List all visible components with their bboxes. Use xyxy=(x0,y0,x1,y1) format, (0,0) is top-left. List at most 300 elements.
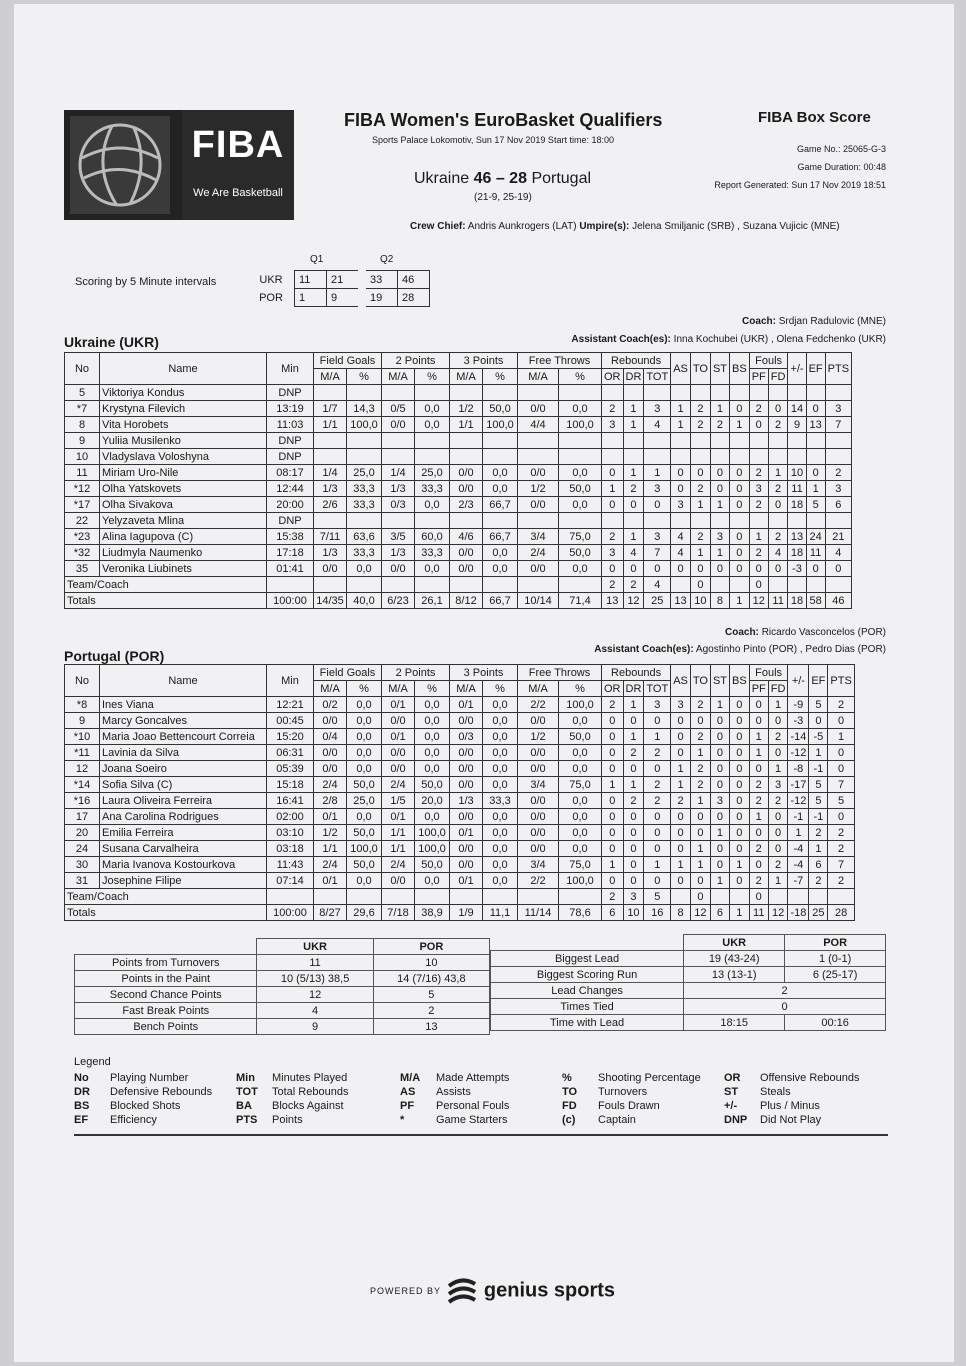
stat-cell: 3 xyxy=(644,401,671,417)
stat-cell: 0 xyxy=(602,713,624,729)
stat-cell: 0 xyxy=(768,497,788,513)
stat-cell xyxy=(314,433,347,449)
stat-cell: 2 xyxy=(602,529,624,545)
stat-cell: 0 xyxy=(710,761,729,777)
stat-cell: 1/1 xyxy=(382,841,415,857)
stat-cell: 0 xyxy=(602,761,624,777)
stat-cell: 0/1 xyxy=(450,873,483,889)
stat-cell: 0 xyxy=(828,809,854,825)
stat-cell xyxy=(415,449,450,465)
stats-value: 12 xyxy=(257,987,373,1003)
stat-cell: 1/3 xyxy=(382,481,415,497)
stat-cell: 0,0 xyxy=(483,761,518,777)
stat-cell xyxy=(602,433,624,449)
stat-cell: 1 xyxy=(671,761,691,777)
stat-cell xyxy=(644,449,671,465)
col-no: No xyxy=(65,665,100,697)
team-stats-right xyxy=(490,934,886,1031)
home-team: Ukraine xyxy=(414,170,470,187)
assistant-label: Assistant Coach(es): xyxy=(571,334,671,345)
stat-cell: 0 xyxy=(730,809,750,825)
final-score xyxy=(414,170,591,188)
stat-cell: 0 xyxy=(730,777,750,793)
stat-cell: 0,0 xyxy=(483,841,518,857)
stat-cell: 0,0 xyxy=(483,729,518,745)
col-sub-ma: M/A xyxy=(382,681,415,697)
stat-cell: 0 xyxy=(749,825,768,841)
stat-cell: 0 xyxy=(710,729,729,745)
stats-corner xyxy=(491,935,684,951)
stats-value: 4 xyxy=(257,1003,373,1019)
col-free-throws: Free Throws xyxy=(518,353,602,369)
team-coach-row xyxy=(65,577,852,593)
stat-cell: 0 xyxy=(671,481,691,497)
stat-cell: 0 xyxy=(690,713,710,729)
stat-cell: 0 xyxy=(602,729,624,745)
col-plus-minus: +/- xyxy=(788,353,806,385)
stat-cell: 1/5 xyxy=(382,793,415,809)
stat-cell: 9 xyxy=(788,417,806,433)
player-row xyxy=(65,777,855,793)
stats-label: Points in the Paint xyxy=(75,971,257,987)
stats-header-row xyxy=(491,935,886,951)
col-turnovers: TO xyxy=(690,353,710,385)
stat-cell: 0 xyxy=(710,841,729,857)
total-cell: 13 xyxy=(602,593,624,609)
legend-desc: Did Not Play xyxy=(760,1114,822,1126)
stat-cell: 2/4 xyxy=(314,857,347,873)
stat-cell: 2 xyxy=(749,841,768,857)
stat-cell: 0,0 xyxy=(483,465,518,481)
stats-label: Second Chance Points xyxy=(75,987,257,1003)
player-name: Olha Yatskovets xyxy=(100,481,267,497)
stat-cell: 50,0 xyxy=(483,401,518,417)
col-efficiency: EF xyxy=(806,353,825,385)
stat-cell: 0 xyxy=(710,561,729,577)
stat-cell: 1/4 xyxy=(314,465,347,481)
stat-cell: 0 xyxy=(730,825,750,841)
legend-desc: Plus / Minus xyxy=(760,1100,820,1112)
stat-cell: 1 xyxy=(671,417,691,433)
stat-cell: 1 xyxy=(602,857,624,873)
legend-title: Legend xyxy=(74,1056,111,1068)
stat-cell: 3 xyxy=(671,697,691,713)
stat-cell: 0 xyxy=(623,873,644,889)
legend-abbr: ST xyxy=(724,1086,739,1098)
player-row xyxy=(65,513,852,529)
stat-cell: 0/1 xyxy=(382,697,415,713)
assistant-names: Agostinho Pinto (POR) , Pedro Dias (POR) xyxy=(695,644,886,655)
stat-cell: 1/2 xyxy=(518,481,559,497)
stat-cell: 33,3 xyxy=(347,497,382,513)
stat-cell: 0/0 xyxy=(314,761,347,777)
player-row xyxy=(65,873,855,889)
stat-cell xyxy=(710,449,729,465)
total-cell: 100:00 xyxy=(267,593,314,609)
stat-cell: 2 xyxy=(749,401,768,417)
stat-cell: 0 xyxy=(644,841,671,857)
stat-cell: 2 xyxy=(623,745,644,761)
stat-cell: 0/2 xyxy=(314,697,347,713)
legend-abbr: +/- xyxy=(724,1100,738,1112)
player-name: Marcy Goncalves xyxy=(100,713,267,729)
stat-cell xyxy=(623,449,644,465)
stat-cell: 100,0 xyxy=(415,825,450,841)
stat-cell: 21 xyxy=(825,529,851,545)
player-number: 8 xyxy=(65,417,100,433)
stat-cell: 0,0 xyxy=(483,561,518,577)
stat-cell xyxy=(267,889,314,905)
total-cell: 6 xyxy=(602,905,624,921)
stat-cell: 0 xyxy=(730,697,750,713)
stat-cell xyxy=(825,449,851,465)
total-cell: 11,1 xyxy=(483,905,518,921)
total-cell: -18 xyxy=(788,905,809,921)
stat-cell xyxy=(602,385,624,401)
total-cell: 71,4 xyxy=(559,593,602,609)
player-number: 5 xyxy=(65,385,100,401)
legend-desc: Playing Number xyxy=(110,1072,189,1084)
stat-cell: 0,0 xyxy=(415,497,450,513)
stat-cell: 6 xyxy=(809,857,828,873)
team-por-assistants xyxy=(594,644,886,655)
stat-cell xyxy=(730,889,750,905)
stat-cell: 5 xyxy=(828,793,854,809)
stat-cell: 0 xyxy=(828,713,854,729)
stat-cell: 1/1 xyxy=(450,417,483,433)
stat-cell: 0 xyxy=(809,713,828,729)
stat-cell xyxy=(314,449,347,465)
player-minutes: 20:00 xyxy=(267,497,314,513)
stat-cell: 1 xyxy=(690,841,710,857)
stat-cell: 0/0 xyxy=(450,777,483,793)
stat-cell: 2 xyxy=(644,793,671,809)
stat-cell xyxy=(450,889,483,905)
stat-cell: 5 xyxy=(644,889,671,905)
col-sub-or: OR xyxy=(602,681,624,697)
stats-row xyxy=(75,987,490,1003)
legend-item xyxy=(724,1072,859,1084)
legend-abbr: BS xyxy=(74,1100,90,1112)
stat-cell xyxy=(559,433,602,449)
total-cell: 12 xyxy=(690,905,710,921)
stat-cell: 0,0 xyxy=(559,713,602,729)
stat-cell xyxy=(768,385,788,401)
stat-cell: 100,0 xyxy=(559,417,602,433)
stat-cell: 0 xyxy=(671,873,691,889)
stat-cell: 0,0 xyxy=(347,729,382,745)
stat-cell: 0 xyxy=(602,561,624,577)
interval-q1: Q1 xyxy=(310,254,324,265)
stats-col-por: POR xyxy=(785,935,886,951)
col-sub-or: OR xyxy=(602,369,624,385)
col-min: Min xyxy=(267,353,314,385)
total-cell: 46 xyxy=(825,593,851,609)
stat-cell: 2 xyxy=(809,825,828,841)
stat-cell: 0/0 xyxy=(518,497,559,513)
stat-cell: 2 xyxy=(768,793,788,809)
player-minutes: 13:19 xyxy=(267,401,314,417)
header-row xyxy=(65,353,852,369)
total-cell: 12 xyxy=(623,593,644,609)
stat-cell: 63,6 xyxy=(347,529,382,545)
stats-label: Time with Lead xyxy=(491,1015,684,1031)
stat-cell: 4 xyxy=(644,577,671,593)
stat-cell: 0/0 xyxy=(518,401,559,417)
stat-cell: 0,0 xyxy=(559,497,602,513)
stat-cell: 2 xyxy=(768,729,788,745)
stat-cell xyxy=(314,889,347,905)
legend-abbr: DR xyxy=(74,1086,90,1098)
stat-cell xyxy=(483,577,518,593)
stats-value: 0 xyxy=(684,999,886,1015)
player-row xyxy=(65,857,855,873)
legend-item xyxy=(236,1086,348,1098)
stats-row xyxy=(491,983,886,999)
stat-cell xyxy=(450,577,483,593)
stat-cell: 0/0 xyxy=(450,857,483,873)
stat-cell: 0/0 xyxy=(382,873,415,889)
stat-cell: 1 xyxy=(623,777,644,793)
stat-cell: 18 xyxy=(788,545,806,561)
stat-cell: 1/1 xyxy=(314,841,347,857)
legend-abbr: % xyxy=(562,1072,572,1084)
score-value: 46 – 28 xyxy=(473,170,527,187)
total-cell: 12 xyxy=(749,593,768,609)
team-coach-row xyxy=(65,889,855,905)
col-sub-pf: PF xyxy=(749,681,768,697)
stat-cell xyxy=(671,385,691,401)
stat-cell xyxy=(382,889,415,905)
stat-cell: 50,0 xyxy=(415,777,450,793)
stat-cell: 7 xyxy=(828,857,854,873)
col-turnovers: TO xyxy=(690,665,710,697)
stat-cell: 0,0 xyxy=(559,465,602,481)
player-row xyxy=(65,385,852,401)
stat-cell: 0/0 xyxy=(518,809,559,825)
player-number: *17 xyxy=(65,497,100,513)
stat-cell xyxy=(347,889,382,905)
coach-name: Srdjan Radulovic (MNE) xyxy=(778,316,886,327)
stat-cell: 2/3 xyxy=(450,497,483,513)
team-por-box xyxy=(64,664,855,921)
stat-cell: 75,0 xyxy=(559,529,602,545)
player-number: 9 xyxy=(65,713,100,729)
stat-cell: 11 xyxy=(788,481,806,497)
stat-cell: 0 xyxy=(690,873,710,889)
stat-cell xyxy=(314,385,347,401)
stat-cell: 100,0 xyxy=(483,417,518,433)
stat-cell xyxy=(730,385,750,401)
stat-cell: 2 xyxy=(602,889,624,905)
stat-cell xyxy=(382,433,415,449)
stat-cell xyxy=(730,577,750,593)
total-cell: 8/12 xyxy=(450,593,483,609)
stat-cell: 0,0 xyxy=(559,809,602,825)
total-cell: 8/27 xyxy=(314,905,347,921)
stat-cell: 0 xyxy=(671,713,691,729)
stat-cell: 0/0 xyxy=(450,809,483,825)
legend-abbr: PF xyxy=(400,1100,415,1112)
genius-sports-brand: genius sports xyxy=(483,1279,616,1302)
col-points: PTS xyxy=(828,665,854,697)
away-team: Portugal xyxy=(531,170,592,187)
stat-cell: 0 xyxy=(690,889,710,905)
player-name: Krystyna Filevich xyxy=(100,401,267,417)
stat-cell: 0 xyxy=(671,561,691,577)
stat-cell: 0 xyxy=(644,873,671,889)
stat-cell: -12 xyxy=(788,793,809,809)
stat-cell: 0/0 xyxy=(518,825,559,841)
stat-cell: 0 xyxy=(730,841,750,857)
stat-cell: 50,0 xyxy=(559,481,602,497)
col-sub-pct: % xyxy=(559,681,602,697)
stat-cell: 0,0 xyxy=(559,841,602,857)
stat-cell xyxy=(483,433,518,449)
stat-cell: 0 xyxy=(602,745,624,761)
logo-main: FIBA xyxy=(191,124,285,166)
stat-cell: 0 xyxy=(671,465,691,481)
stat-cell xyxy=(768,449,788,465)
col-sub-fd: FD xyxy=(768,369,788,385)
total-cell: 6/23 xyxy=(382,593,415,609)
box-score-table xyxy=(64,664,855,921)
stat-cell: 0/0 xyxy=(450,745,483,761)
stats-col-ukr: UKR xyxy=(257,939,373,955)
stat-cell: 0 xyxy=(749,761,768,777)
stat-cell xyxy=(518,513,559,529)
stat-cell: 1 xyxy=(602,777,624,793)
player-name: Joana Soeiro xyxy=(100,761,267,777)
stat-cell: 75,0 xyxy=(559,857,602,873)
stat-cell xyxy=(710,889,729,905)
player-number: 30 xyxy=(65,857,100,873)
stat-cell: 0 xyxy=(768,745,788,761)
stat-cell xyxy=(347,433,382,449)
stat-cell: 1/3 xyxy=(450,793,483,809)
stat-cell: 0/0 xyxy=(450,465,483,481)
interval-tables xyxy=(248,270,430,307)
stat-cell: 0 xyxy=(768,841,788,857)
legend-abbr: EF xyxy=(74,1114,89,1126)
stat-cell xyxy=(518,433,559,449)
col-sub-ma: M/A xyxy=(314,369,347,385)
stat-cell: 2 xyxy=(749,873,768,889)
legend-item xyxy=(236,1100,344,1112)
legend-item xyxy=(236,1114,303,1126)
stat-cell xyxy=(788,577,806,593)
stat-cell: 25,0 xyxy=(347,465,382,481)
player-number: *7 xyxy=(65,401,100,417)
stat-cell xyxy=(623,433,644,449)
stat-cell: 1/3 xyxy=(314,545,347,561)
stats-col-por: POR xyxy=(373,939,489,955)
stats-value: 2 xyxy=(684,983,886,999)
stats-value: 6 (25-17) xyxy=(785,967,886,983)
player-number: *32 xyxy=(65,545,100,561)
footer-branding xyxy=(370,1276,615,1306)
player-row xyxy=(65,497,852,513)
stat-cell: 2 xyxy=(749,545,768,561)
legend-abbr: TOT xyxy=(236,1086,258,1098)
stat-cell: 1 xyxy=(644,729,671,745)
stat-cell: 2 xyxy=(828,697,854,713)
legend-abbr: BA xyxy=(236,1100,252,1112)
stat-cell: 0 xyxy=(710,713,729,729)
col-sub-ma: M/A xyxy=(518,681,559,697)
stat-cell: 14,3 xyxy=(347,401,382,417)
stat-cell: 0,0 xyxy=(483,545,518,561)
stat-cell: 1/3 xyxy=(314,481,347,497)
stat-cell xyxy=(710,513,729,529)
stat-cell: 2/4 xyxy=(518,545,559,561)
player-name: Lavinia da Silva xyxy=(100,745,267,761)
stat-cell xyxy=(382,449,415,465)
stat-cell xyxy=(559,889,602,905)
stat-cell: 0/1 xyxy=(382,729,415,745)
interval-score: 33 xyxy=(362,271,398,289)
player-row xyxy=(65,761,855,777)
player-minutes: DNP xyxy=(267,449,314,465)
stat-cell: 1 xyxy=(690,793,710,809)
stat-cell: 1 xyxy=(809,745,828,761)
legend-desc: Turnovers xyxy=(598,1086,648,1098)
stat-cell: 33,3 xyxy=(415,545,450,561)
stat-cell: 1 xyxy=(788,825,809,841)
col-2-points: 2 Points xyxy=(382,353,450,369)
stat-cell xyxy=(415,889,450,905)
stat-cell: 1 xyxy=(602,481,624,497)
player-row xyxy=(65,793,855,809)
powered-by: POWERED BY xyxy=(370,1286,442,1296)
stat-cell: 2 xyxy=(768,857,788,873)
stat-cell xyxy=(602,449,624,465)
stat-cell xyxy=(768,513,788,529)
legend-item xyxy=(562,1100,660,1112)
stat-cell: 1 xyxy=(809,841,828,857)
stat-cell: 2 xyxy=(623,577,644,593)
player-number: 12 xyxy=(65,761,100,777)
legend-abbr: (c) xyxy=(562,1114,576,1126)
stat-cell: 0 xyxy=(730,465,750,481)
col-sub-pct: % xyxy=(415,369,450,385)
stat-cell: 4 xyxy=(644,417,671,433)
stat-cell xyxy=(623,513,644,529)
stat-cell: 3/5 xyxy=(382,529,415,545)
stat-cell: 2 xyxy=(690,417,710,433)
stat-cell xyxy=(347,577,382,593)
stat-cell: 0 xyxy=(690,465,710,481)
stat-cell xyxy=(415,513,450,529)
total-cell: 25 xyxy=(809,905,828,921)
stat-cell: 0 xyxy=(623,825,644,841)
total-cell: 13 xyxy=(671,593,691,609)
stat-cell: 0 xyxy=(806,465,825,481)
col-efficiency: EF xyxy=(809,665,828,697)
stat-cell: 0/0 xyxy=(382,417,415,433)
stat-cell xyxy=(749,513,768,529)
stat-cell: 0,0 xyxy=(483,777,518,793)
player-name: Yelyzaveta Mlina xyxy=(100,513,267,529)
legend-desc: Blocks Against xyxy=(272,1100,344,1112)
total-cell: 40,0 xyxy=(347,593,382,609)
stat-cell: 0 xyxy=(806,401,825,417)
box-score-table xyxy=(64,352,852,609)
stat-cell: 0/4 xyxy=(314,729,347,745)
stat-cell: 0,0 xyxy=(483,809,518,825)
stat-cell xyxy=(788,449,806,465)
stat-cell: 1 xyxy=(671,777,691,793)
